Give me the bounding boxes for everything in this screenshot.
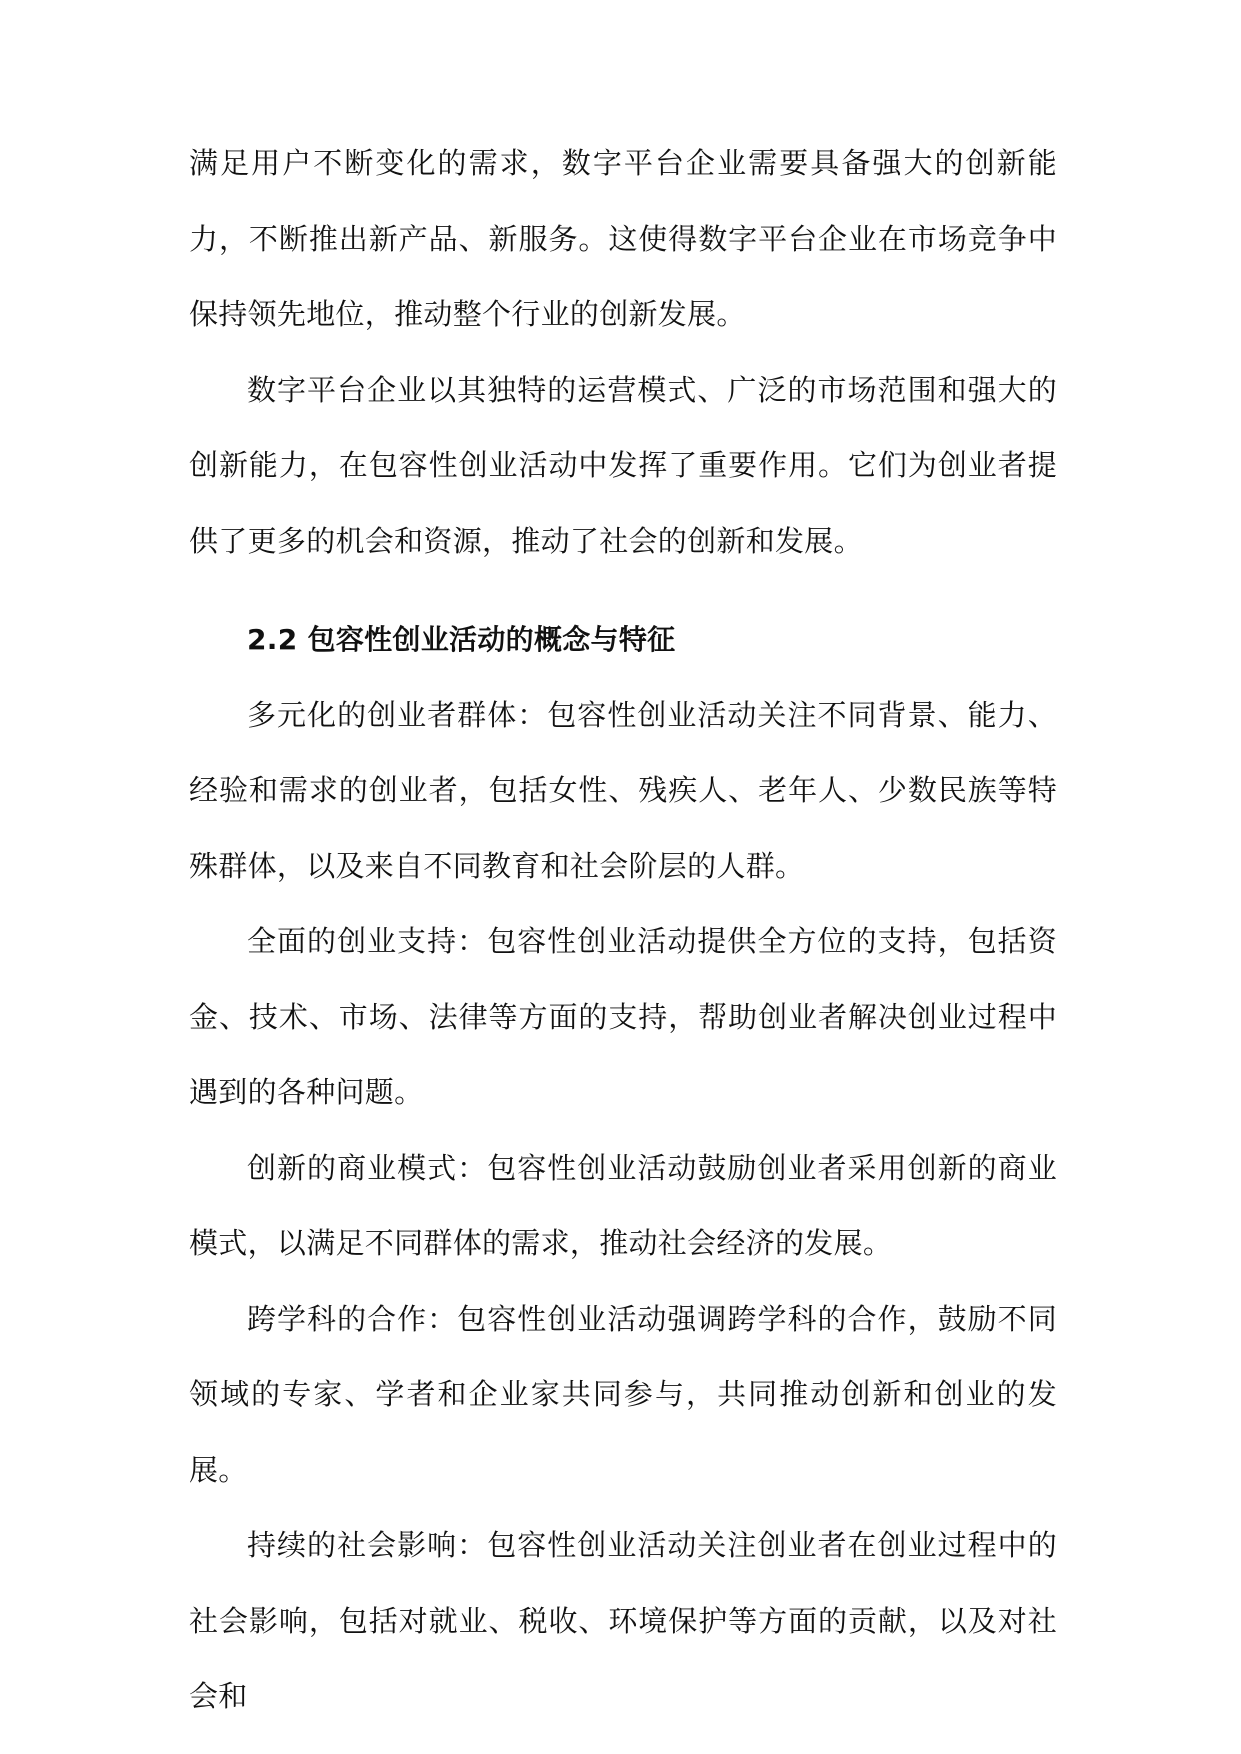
document-body — [189, 126, 1057, 1735]
paragraph-continuation: 满足用户不断变化的需求，数字平台企业需要具备强大的创新能力，不断推出新产品、新服务。这使得数字平台企业在市场竞争中保持领先地位，推动整个行业的创新发展。 — [189, 146, 1057, 331]
paragraph-social-impact: 持续的社会影响：包容性创业活动关注创业者在创业过程中的社会影响，包括对就业、税收、环境保护等方面的贡献，以及对社会和 — [189, 1528, 1057, 1713]
paragraph-interdisciplinary-cooperation: 跨学科的合作：包容性创业活动强调跨学科的合作，鼓励不同领域的专家、学者和企业家共同参与，共同推动创新和创业的发展。 — [189, 1301, 1057, 1487]
paragraph-digital-platform-summary: 数字平台企业以其独特的运营模式、广泛的市场范围和强大的创新能力，在包容性创业活动中发挥了重要作用。它们为创业者提供了更多的机会和资源，推动了社会的创新和发展。 — [189, 372, 1057, 558]
paragraph-comprehensive-support: 全面的创业支持：包容性创业活动提供全方位的支持，包括资金、技术、市场、法律等方面的支持，帮助创业者解决创业过程中遇到的各种问题。 — [189, 924, 1057, 1109]
paragraph-diverse-entrepreneurs: 多元化的创业者群体：包容性创业活动关注不同背景、能力、经验和需求的创业者，包括女性、残疾人、老年人、少数民族等特殊群体，以及来自不同教育和社会阶层的人群。 — [189, 697, 1057, 883]
paragraph-innovative-business-model: 创新的商业模式：包容性创业活动鼓励创业者采用创新的商业模式，以满足不同群体的需求，推动社会经济的发展。 — [189, 1150, 1057, 1260]
section-heading: 2.2 包容性创业活动的概念与特征 — [247, 623, 676, 656]
